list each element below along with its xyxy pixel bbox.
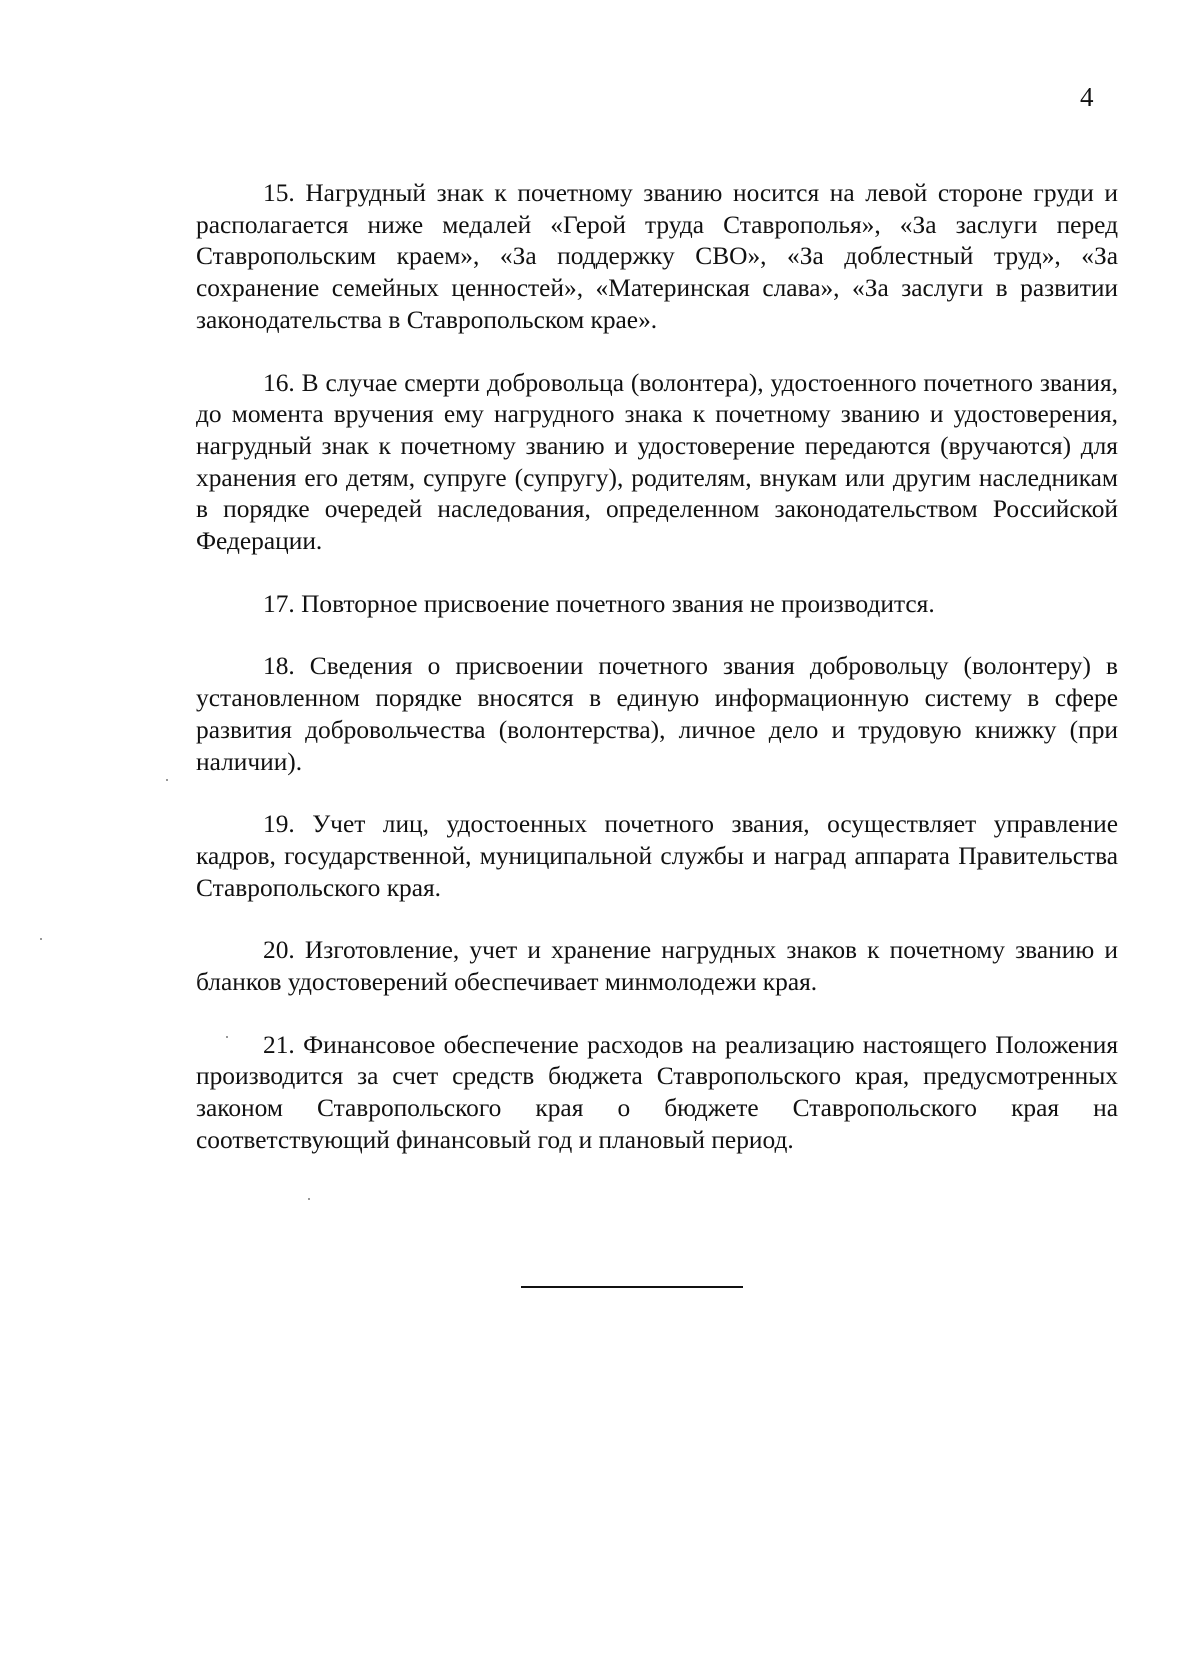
scan-speck	[308, 1198, 310, 1200]
scan-speck	[40, 938, 42, 940]
paragraph-19: 19. Учет лиц, удостоенных почетного звания, осуществляет управление кадров, государственной, муниципальной службы и наград аппарата Правительства Ставропольского края.	[196, 810, 1118, 902]
scan-speck	[166, 779, 168, 781]
paragraph-18: 18. Сведения о присвоении почетного звания добровольцу (волонтеру) в установленном порядке вносятся в единую информационную систему в сфере развития добровольчества (волонтерства), личное дело и трудовую книжку (при наличии).	[196, 652, 1118, 776]
scan-speck	[226, 1036, 228, 1038]
end-divider-line	[521, 1286, 743, 1288]
paragraph-17: 17. Повторное присвоение почетного звания не производится.	[263, 589, 935, 618]
paragraph-20: 20. Изготовление, учет и хранение нагрудных знаков к почетному званию и бланков удостоверений обеспечивает минмолодежи края.	[196, 936, 1118, 997]
paragraph-16: 16. В случае смерти добровольца (волонтера), удостоенного почетного звания, до момента вручения ему нагрудного знака к почетному званию и удостоверения, нагрудный знак к почетному званию и удостоверение передаются (вручаются) для хранения его детям, супруге (супругу), родителям, внукам или другим наследникам в порядке очередей наследования, определенном законодательством Российской Федерации.	[196, 368, 1118, 556]
paragraph-21: 21. Финансовое обеспечение расходов на реализацию настоящего Положения производится за счет средств бюджета Ставропольского края, предусмотренных законом Ставропольского края о бюджете Ставропольского края на соответствующий финансовый год и плановый период.	[196, 1030, 1118, 1154]
page-number: 4	[1080, 82, 1094, 112]
document-body	[196, 178, 1118, 1188]
paragraph-15: 15. Нагрудный знак к почетному званию носится на левой стороне груди и располагается ниже медалей «Герой труда Ставрополья», «За заслуги перед Ставропольским краем», «За поддержку СВО», «За доблестный труд», «За сохранение семейных ценностей», «Материнская слава», «За заслуги в развитии законодательства в Ставропольском крае».	[196, 179, 1118, 334]
